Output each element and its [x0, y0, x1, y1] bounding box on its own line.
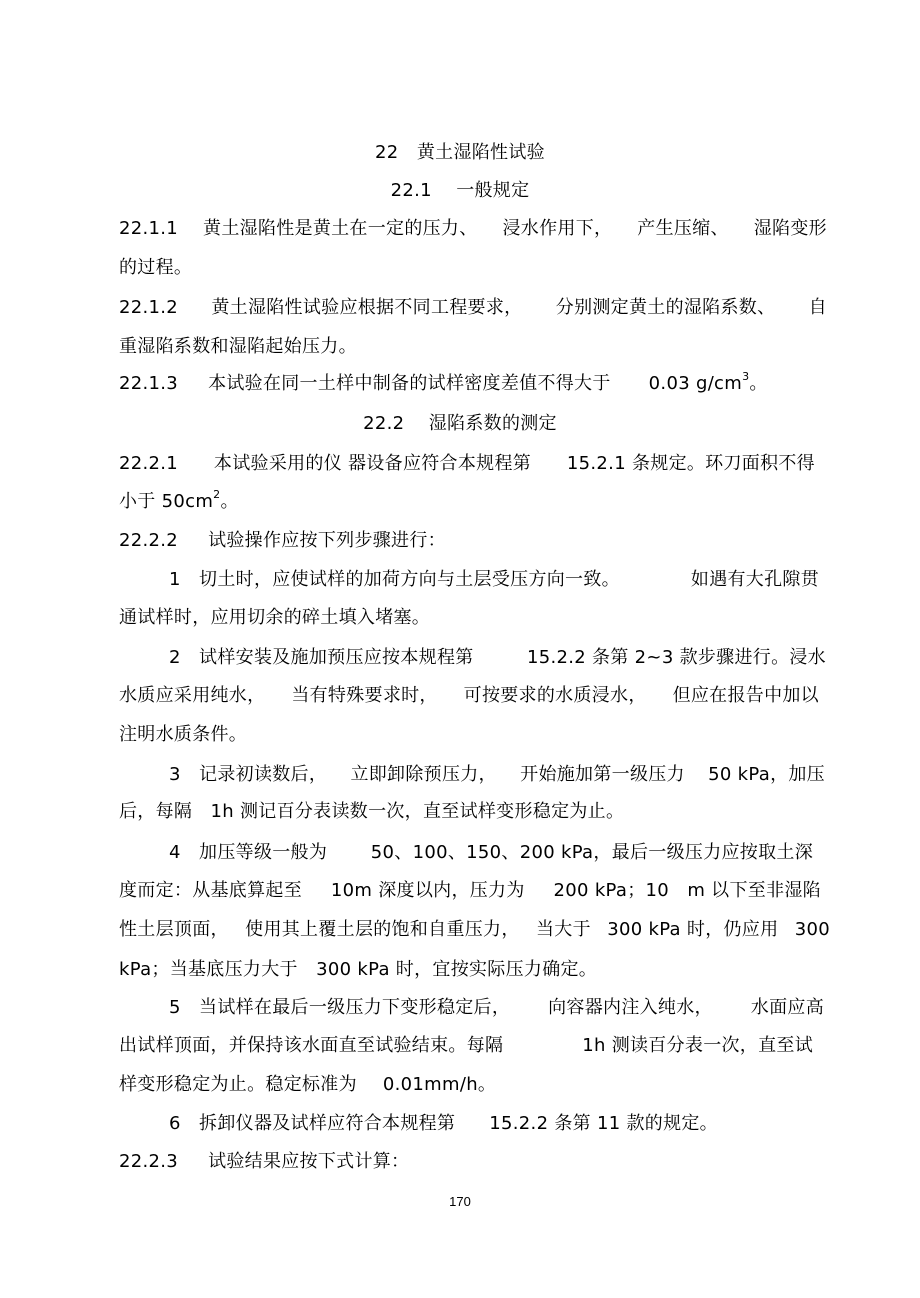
- item-2-line-2: 水质应采用纯水， 当有特殊要求时， 可按要求的水质浸水， 但应在报告中加以: [119, 685, 819, 706]
- clause-number: 22.2.3: [119, 1151, 179, 1172]
- para-22-2-3: 22.2.3 试验结果应按下式计算：: [119, 1151, 410, 1172]
- item-4-line-3: 性土层顶面， 使用其上覆土层的饱和自重压力， 当大于 300 kPa 时，仍应用 300: [119, 919, 830, 940]
- para-22-2-1-line-2: 小于 $50cm^2$。: [119, 488, 239, 512]
- section-heading-22-1: 22.1 一般规定: [390, 180, 530, 201]
- item-4-line-2: 度而定：从基底算起至 10m 深度以内，压力为 200 kPa；10 m 以下至非湿陷: [119, 880, 821, 901]
- para-22-1-3: 22.1.3 本试验在同一土样中制备的试样密度差值不得大于 0.03 $g/cm^3$。: [119, 370, 768, 394]
- para-22-1-2-line-2: 重湿陷系数和湿陷起始压力。: [119, 336, 357, 357]
- item-4-line-1: 4 加压等级一般为 50、100、150、200 kPa，最后一级压力应按取土深: [169, 842, 813, 863]
- clause-number: 22.2.1: [119, 453, 179, 474]
- item-3-line-2: 后，每隔 1h 测记百分表读数一次，直至试样变形稳定为止。: [119, 801, 625, 822]
- clause-number: 22.1.2: [119, 297, 179, 318]
- item-4-line-4: kPa；当基底压力大于 300 kPa 时，宜按实际压力确定。: [119, 959, 598, 980]
- item-2-line-1: 2 试样安装及施加预压应按本规程第 15.2.2 条第 2~3 款步骤进行。浸水: [169, 647, 826, 668]
- item-1-line-1: 1 切土时，应使试样的加荷方向与土层受压方向一致。 如遇有大孔隙贯: [169, 569, 819, 590]
- para-22-1-1-line-1: 22.1.1 黄土湿陷性是黄土在一定的压力、 浸水作用下， 产生压缩、 湿陷变形: [119, 218, 827, 239]
- para-22-1-2-line-1: 22.1.2 黄土湿陷性试验应根据不同工程要求， 分别测定黄土的湿陷系数、 自: [119, 297, 827, 318]
- section-heading-22-2: 22.2 湿陷系数的测定: [363, 413, 557, 434]
- para-22-2-2: 22.2.2 试验操作应按下列步骤进行：: [119, 530, 446, 551]
- clause-number: 22.1.1: [119, 218, 179, 239]
- para-22-1-1-line-2: 的过程。: [119, 257, 193, 278]
- density-value: 0.03 g/cm: [648, 373, 743, 394]
- item-1-line-2: 通试样时，应用切余的碎土填入堵塞。: [119, 607, 431, 628]
- item-2-line-3: 注明水质条件。: [119, 724, 248, 745]
- chapter-title: 22 黄土湿陷性试验: [375, 142, 545, 163]
- para-22-2-1-line-1: 22.2.1 本试验采用的仪 器设备应符合本规程第 15.2.1 条规定。环刀面积不得: [119, 453, 815, 474]
- item-5-line-2: 出试样顶面，并保持该水面直至试验结束。每隔 1h 测读百分表一次，直至试: [119, 1035, 813, 1056]
- page-number: 170: [449, 1194, 471, 1209]
- item-5-line-1: 5 当试样在最后一级压力下变形稳定后， 向容器内注入纯水， 水面应高: [169, 997, 824, 1018]
- item-5-line-3: 样变形稳定为止。稳定标准为 0.01mm/h。: [119, 1074, 497, 1095]
- item-3-line-1: 3 记录初读数后， 立即卸除预压力， 开始施加第一级压力 50 kPa，加压: [169, 764, 825, 785]
- item-6: 6 拆卸仪器及试样应符合本规程第 15.2.2 条第 11 款的规定。: [169, 1113, 718, 1134]
- clause-number: 22.2.2: [119, 530, 179, 551]
- clause-number: 22.1.3: [119, 373, 179, 394]
